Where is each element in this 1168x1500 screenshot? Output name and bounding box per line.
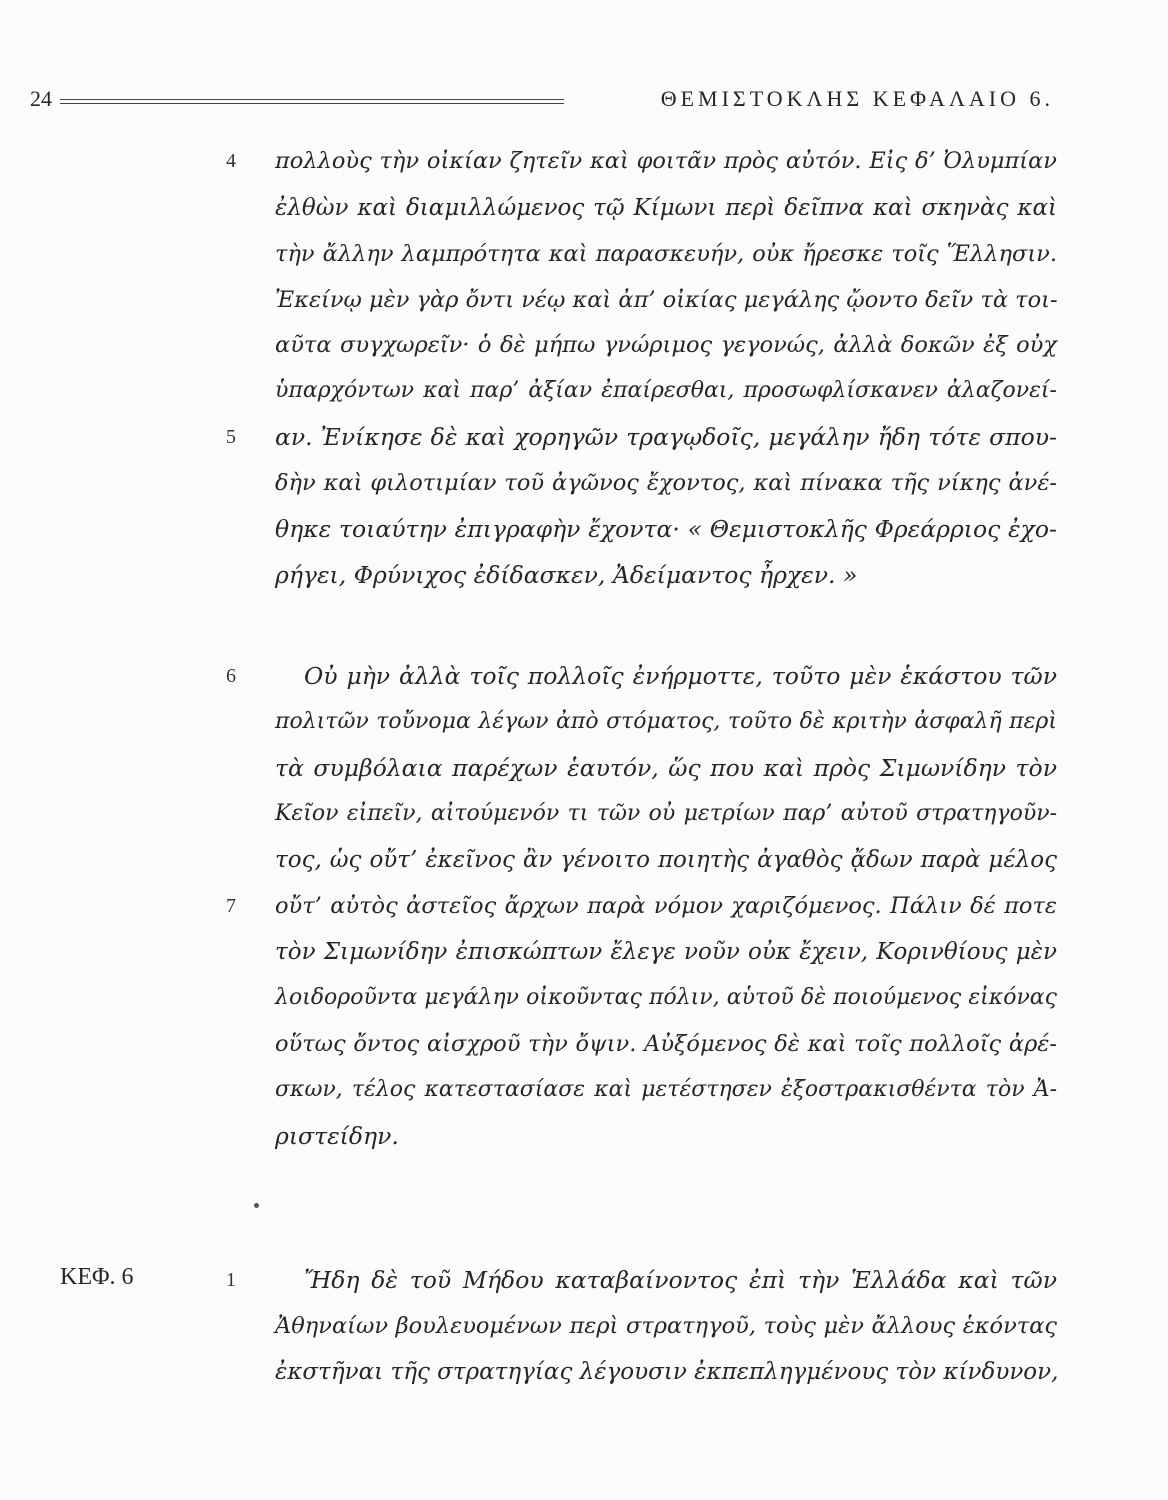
text-line: τὰ συμβόλαια παρέχων ἑαυτόν, ὥς που καὶ πρὸς Σιμωνίδην τὸν	[275, 754, 1057, 782]
text-line: τὸν Σιμωνίδην ἐπισκώπτων ἔλεγε νοῦν οὐκ ἔχειν, Κορινθίους μὲν	[275, 939, 1057, 965]
text-line: λοιδοροῦντα μεγάλην οἰκοῦντας πόλιν, αὑτοῦ δὲ ποιούμενος εἰκόνας	[275, 985, 1057, 1010]
text-line: ρήγει, Φρύνιχος ἐδίδασκεν, Ἀδείμαντος ἦρχεν. »	[275, 561, 858, 589]
section-number: 6	[226, 665, 236, 687]
text-line: Ἤδη δὲ τοῦ Μήδου καταβαίνοντος ἐπὶ τὴν Ἑλλάδα καὶ τῶν	[304, 1266, 1057, 1294]
ink-dot	[254, 1203, 259, 1208]
header-rule	[60, 99, 564, 104]
text-line: ἐλθὼν καὶ διαμιλλώμενος τῷ Κίμωνι περὶ δεῖπνα καὶ σκηνὰς καὶ	[275, 195, 1057, 221]
section-number: 4	[226, 150, 236, 172]
section-number: 7	[226, 895, 236, 917]
text-line: αῦτα συγχωρεῖν· ὁ δὲ μήπω γνώριμος γεγονώς, ἀλλὰ δοκῶν ἐξ οὐχ	[275, 332, 1057, 358]
text-line: Ἀθηναίων βουλευομένων περὶ στρατηγοῦ, τοὺς μὲν ἄλλους ἑκόντας	[275, 1313, 1057, 1339]
page-number: 24	[30, 86, 52, 111]
text-line: οὕτως ὄντος αἰσχροῦ τὴν ὄψιν. Αὐξόμενος δὲ καὶ τοῖς πολλοῖς ἀρέ-	[275, 1031, 1057, 1057]
text-line: σκων, τέλος κατεστασίασε καὶ μετέστησεν ἐξοστρακισθέντα τὸν Ἀ-	[275, 1077, 1057, 1102]
text-line: αν. Ἐνίκησε δὲ καὶ χορηγῶν τραγῳδοῖς, μεγάλην ἤδη τότε σπου-	[275, 423, 1057, 451]
text-line: πολλοὺς τὴν οἰκίαν ζητεῖν καὶ φοιτᾶν πρὸς αὐτόν. Εἰς δ’ Ὀλυμπίαν	[275, 148, 1057, 174]
text-line: τὴν ἄλλην λαμπρότητα καὶ παρασκευήν, οὐκ ἤρεσκε τοῖς Ἕλλησιν.	[275, 241, 1057, 267]
text-line: οὔτ’ αὐτὸς ἀστεῖος ἄρχων παρὰ νόμον χαριζόμενος. Πάλιν δέ ποτε	[275, 893, 1057, 919]
text-line: δὴν καὶ φιλοτιμίαν τοῦ ἀγῶνος ἔχοντος, καὶ πίνακα τῆς νίκης ἀνέ-	[275, 470, 1057, 496]
text-line: ἐκστῆναι τῆς στρατηγίας λέγουσιν ἐκπεπληγμένους τὸν κίνδυνον,	[275, 1359, 1059, 1385]
text-line: Κεῖον εἰπεῖν, αἰτούμενόν τι τῶν οὐ μετρίων παρ’ αὐτοῦ στρατηγοῦν-	[275, 801, 1057, 826]
chapter-label: ΚΕΦ. 6	[60, 1264, 134, 1290]
text-line: Οὐ μὴν ἀλλὰ τοῖς πολλοῖς ἐνήρμοττε, τοῦτο μὲν ἑκάστου τῶν	[304, 662, 1057, 690]
section-number: 5	[226, 426, 236, 448]
page-header	[30, 86, 1054, 118]
running-title: ΘΕΜΙΣΤΟΚΛΗΣ ΚΕΦΑΛΑΙΟ 6.	[660, 86, 1054, 111]
text-line: θηκε τοιαύτην ἐπιγραφὴν ἔχοντα· « Θεμιστοκλῆς Φρεάρριος ἐχο-	[275, 515, 1057, 543]
text-line: Ἐκείνῳ μὲν γὰρ ὄντι νέῳ καὶ ἀπ’ οἰκίας μεγάλης ᾤοντο δεῖν τὰ τοι-	[275, 287, 1058, 313]
text-line: πολιτῶν τοὔνομα λέγων ἀπὸ στόματος, τοῦτο δὲ κριτὴν ἀσφαλῆ περὶ	[275, 709, 1057, 734]
text-line: ριστείδην.	[275, 1122, 399, 1150]
text-line: τος, ὡς οὔτ’ ἐκεῖνος ἂν γένοιτο ποιητὴς ἀγαθὸς ᾄδων παρὰ μέλος	[275, 847, 1057, 873]
text-line: ὑπαρχόντων καὶ παρ’ ἀξίαν ἐπαίρεσθαι, προσωφλίσκανεν ἀλαζονεί-	[275, 378, 1057, 403]
section-number: 1	[226, 1269, 236, 1291]
